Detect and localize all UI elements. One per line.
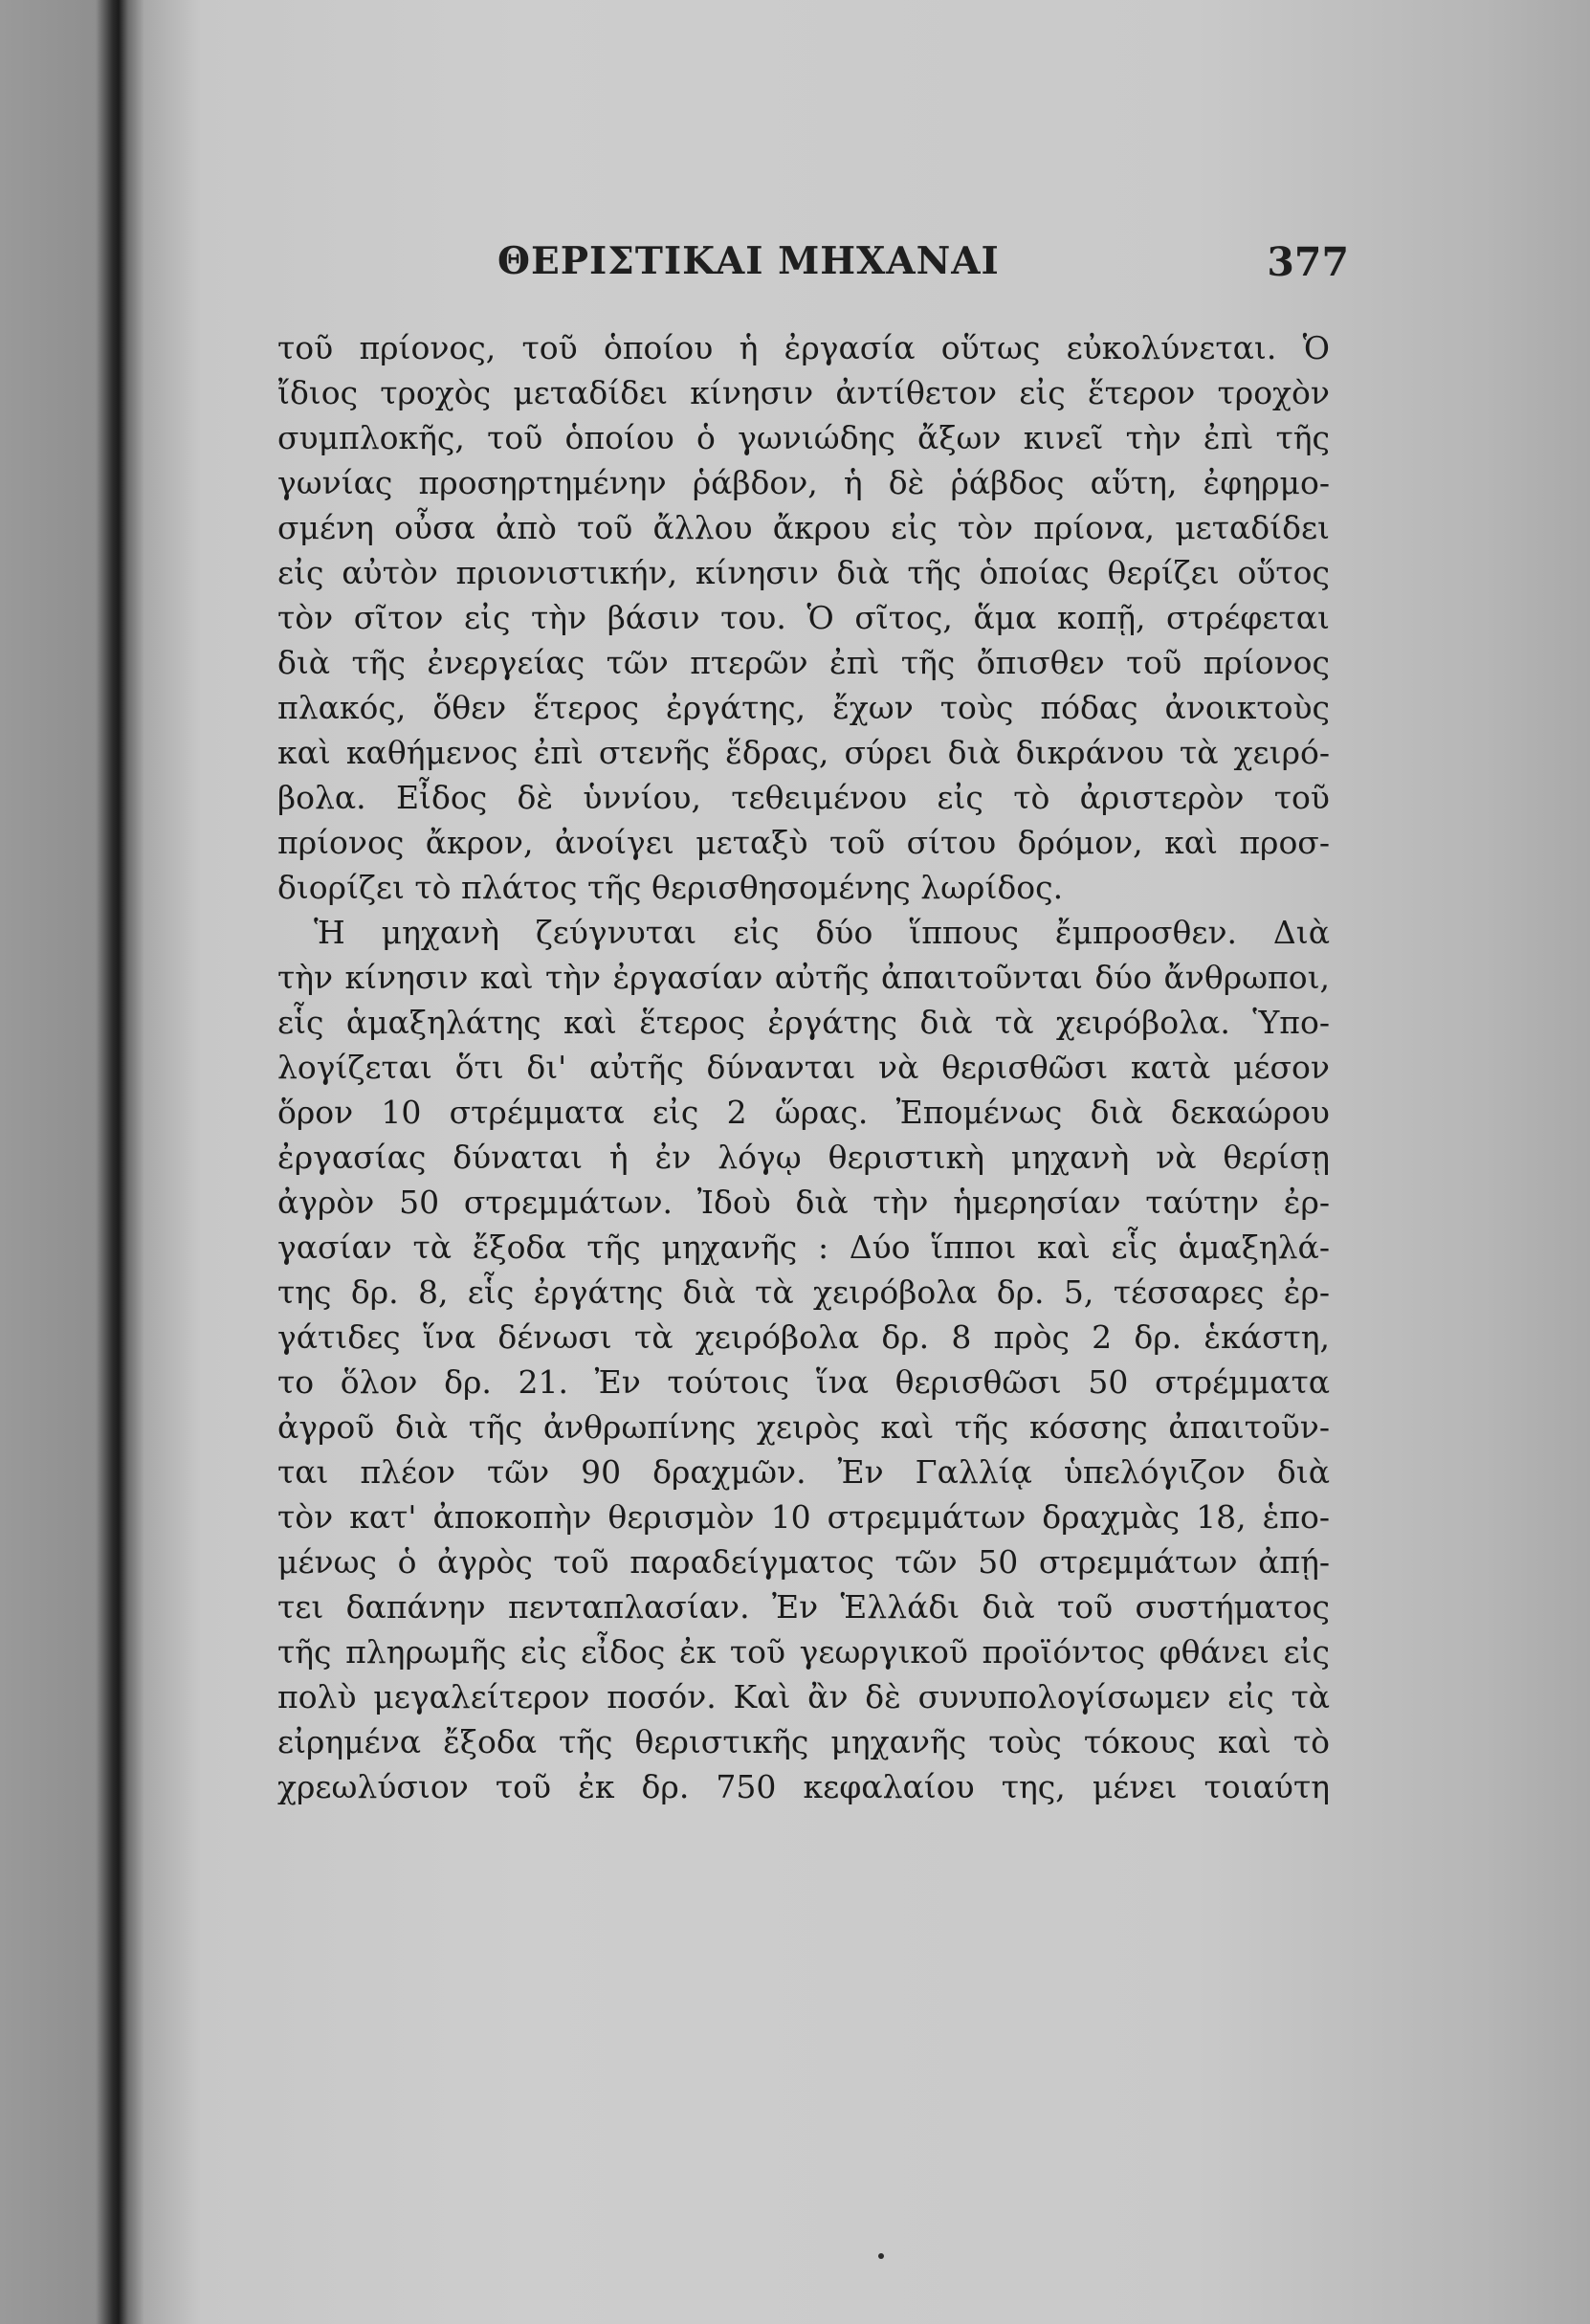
body-text [277,325,1330,1809]
text-line: γασίαν τὰ ἔξοδα τῆς μηχανῆς : Δύο ἵπποι καὶ εἷς ἁμαξηλά- [277,1228,1330,1266]
text-line: πλακός, ὅθεν ἕτερος ἐργάτης, ἔχων τοὺς πόδας ἀνοικτοὺς [277,689,1330,726]
text-line: γωνίας προσηρτημένην ῥάβδον, ἡ δὲ ῥάβδος αὕτη, ἐφηρμο- [277,464,1330,501]
text-line: πολὺ μεγαλείτερον ποσόν. Καὶ ἂν δὲ συνυπολογίσωμεν εἰς τὰ [277,1678,1330,1715]
page-number: 377 [1267,239,1349,285]
text-line: της δρ. 8, εἷς ἐργάτης διὰ τὰ χειρόβολα δρ. 5, τέσσαρες ἐρ- [277,1273,1330,1311]
text-line: γάτιδες ἵνα δένωσι τὰ χειρόβολα δρ. 8 πρὸς 2 δρ. ἑκάστη, [277,1318,1330,1356]
text-line: βολα. Εἶδος δὲ ὑννίου, τεθειμένου εἰς τὸ ἀριστερὸν τοῦ [277,779,1330,816]
text-line: τει δαπάνην πενταπλασίαν. Ἐν Ἑλλάδι διὰ τοῦ συστήματος [277,1588,1330,1626]
text-line: ὅρον 10 στρέμματα εἰς 2 ὥρας. Ἐπομένως διὰ δεκαώρου [277,1094,1330,1131]
text-line: ἀγρὸν 50 στρεμμάτων. Ἰδοὺ διὰ τὴν ἡμερησίαν ταύτην ἐρ- [277,1184,1330,1221]
text-line: τὴν κίνησιν καὶ τὴν ἐργασίαν αὐτῆς ἀπαιτοῦνται δύο ἄνθρωποι, [277,959,1330,996]
text-line: διορίζει τὸ πλάτος τῆς θερισθησομένης λωρίδος. [277,869,1064,906]
text-line: καὶ καθήμενος ἐπὶ στενῆς ἕδρας, σύρει διὰ δικράνου τὰ χειρό- [277,734,1330,771]
text-line: εἰς αὐτὸν πριονιστικήν, κίνησιν διὰ τῆς ὁποίας θερίζει οὕτος [277,554,1330,591]
text-line: σμένη οὖσα ἀπὸ τοῦ ἄλλου ἄκρου εἰς τὸν πρίονα, μεταδίδει [277,509,1330,546]
text-line: το ὅλον δρ. 21. Ἐν τούτοις ἵνα θερισθῶσι 50 στρέμματα [277,1363,1330,1401]
text-line: τοῦ πρίονος, τοῦ ὁποίου ἡ ἐργασία οὕτως εὐκολύνεται. Ὁ [277,329,1330,366]
running-title: ΘΕΡΙΣΤΙΚΑΙ ΜΗΧΑΝΑΙ [497,239,1000,283]
text-line: ἴδιος τροχὸς μεταδίδει κίνησιν ἀντίθετον εἰς ἕτερον τροχὸν [277,374,1330,411]
ink-dot [878,2253,884,2259]
text-line: εἷς ἁμαξηλάτης καὶ ἕτερος ἐργάτης διὰ τὰ χειρόβολα. Ὑπο- [277,1004,1330,1041]
book-spine-shadow [0,0,144,2324]
text-line: εἰρημένα ἔξοδα τῆς θεριστικῆς μηχανῆς τοὺς τόκους καὶ τὸ [277,1723,1330,1760]
text-line: πρίονος ἄκρον, ἀνοίγει μεταξὺ τοῦ σίτου δρόμον, καὶ προσ- [277,824,1330,861]
page-header [354,239,1349,297]
text-line: ἐργασίας δύναται ἡ ἐν λόγῳ θεριστικὴ μηχανὴ νὰ θερίσῃ [277,1139,1330,1176]
text-line: ἀγροῦ διὰ τῆς ἀνθρωπίνης χειρὸς καὶ τῆς κόσσης ἀπαιτοῦν- [277,1408,1330,1446]
text-line: τῆς πληρωμῆς εἰς εἶδος ἐκ τοῦ γεωργικοῦ προϊόντος φθάνει εἰς [277,1633,1330,1671]
text-line: λογίζεται ὅτι δι' αὐτῆς δύνανται νὰ θερισθῶσι κατὰ μέσον [277,1049,1330,1086]
text-line: ται πλέον τῶν 90 δραχμῶν. Ἐν Γαλλίᾳ ὑπελόγιζον διὰ [277,1453,1330,1491]
text-line: διὰ τῆς ἐνεργείας τῶν πτερῶν ἐπὶ τῆς ὄπισθεν τοῦ πρίονος [277,644,1330,681]
text-line: χρεωλύσιον τοῦ ἐκ δρ. 750 κεφαλαίου της, μένει τοιαύτη [277,1768,1330,1805]
text-line: τὸν σῖτον εἰς τὴν βάσιν του. Ὁ σῖτος, ἅμα κοπῇ, στρέφεται [277,599,1330,636]
text-line: τὸν κατ' ἀποκοπὴν θερισμὸν 10 στρεμμάτων δραχμὰς 18, ἑπο- [277,1498,1330,1536]
text-line: Ἡ μηχανὴ ζεύγνυται εἰς δύο ἵππους ἔμπροσθεν. Διὰ [314,914,1330,951]
text-line: μένως ὁ ἀγρὸς τοῦ παραδείγματος τῶν 50 στρεμμάτων ἀπῄ- [277,1543,1330,1581]
text-line: συμπλοκῆς, τοῦ ὁποίου ὁ γωνιώδης ἄξων κινεῖ τὴν ἐπὶ τῆς [277,419,1330,456]
